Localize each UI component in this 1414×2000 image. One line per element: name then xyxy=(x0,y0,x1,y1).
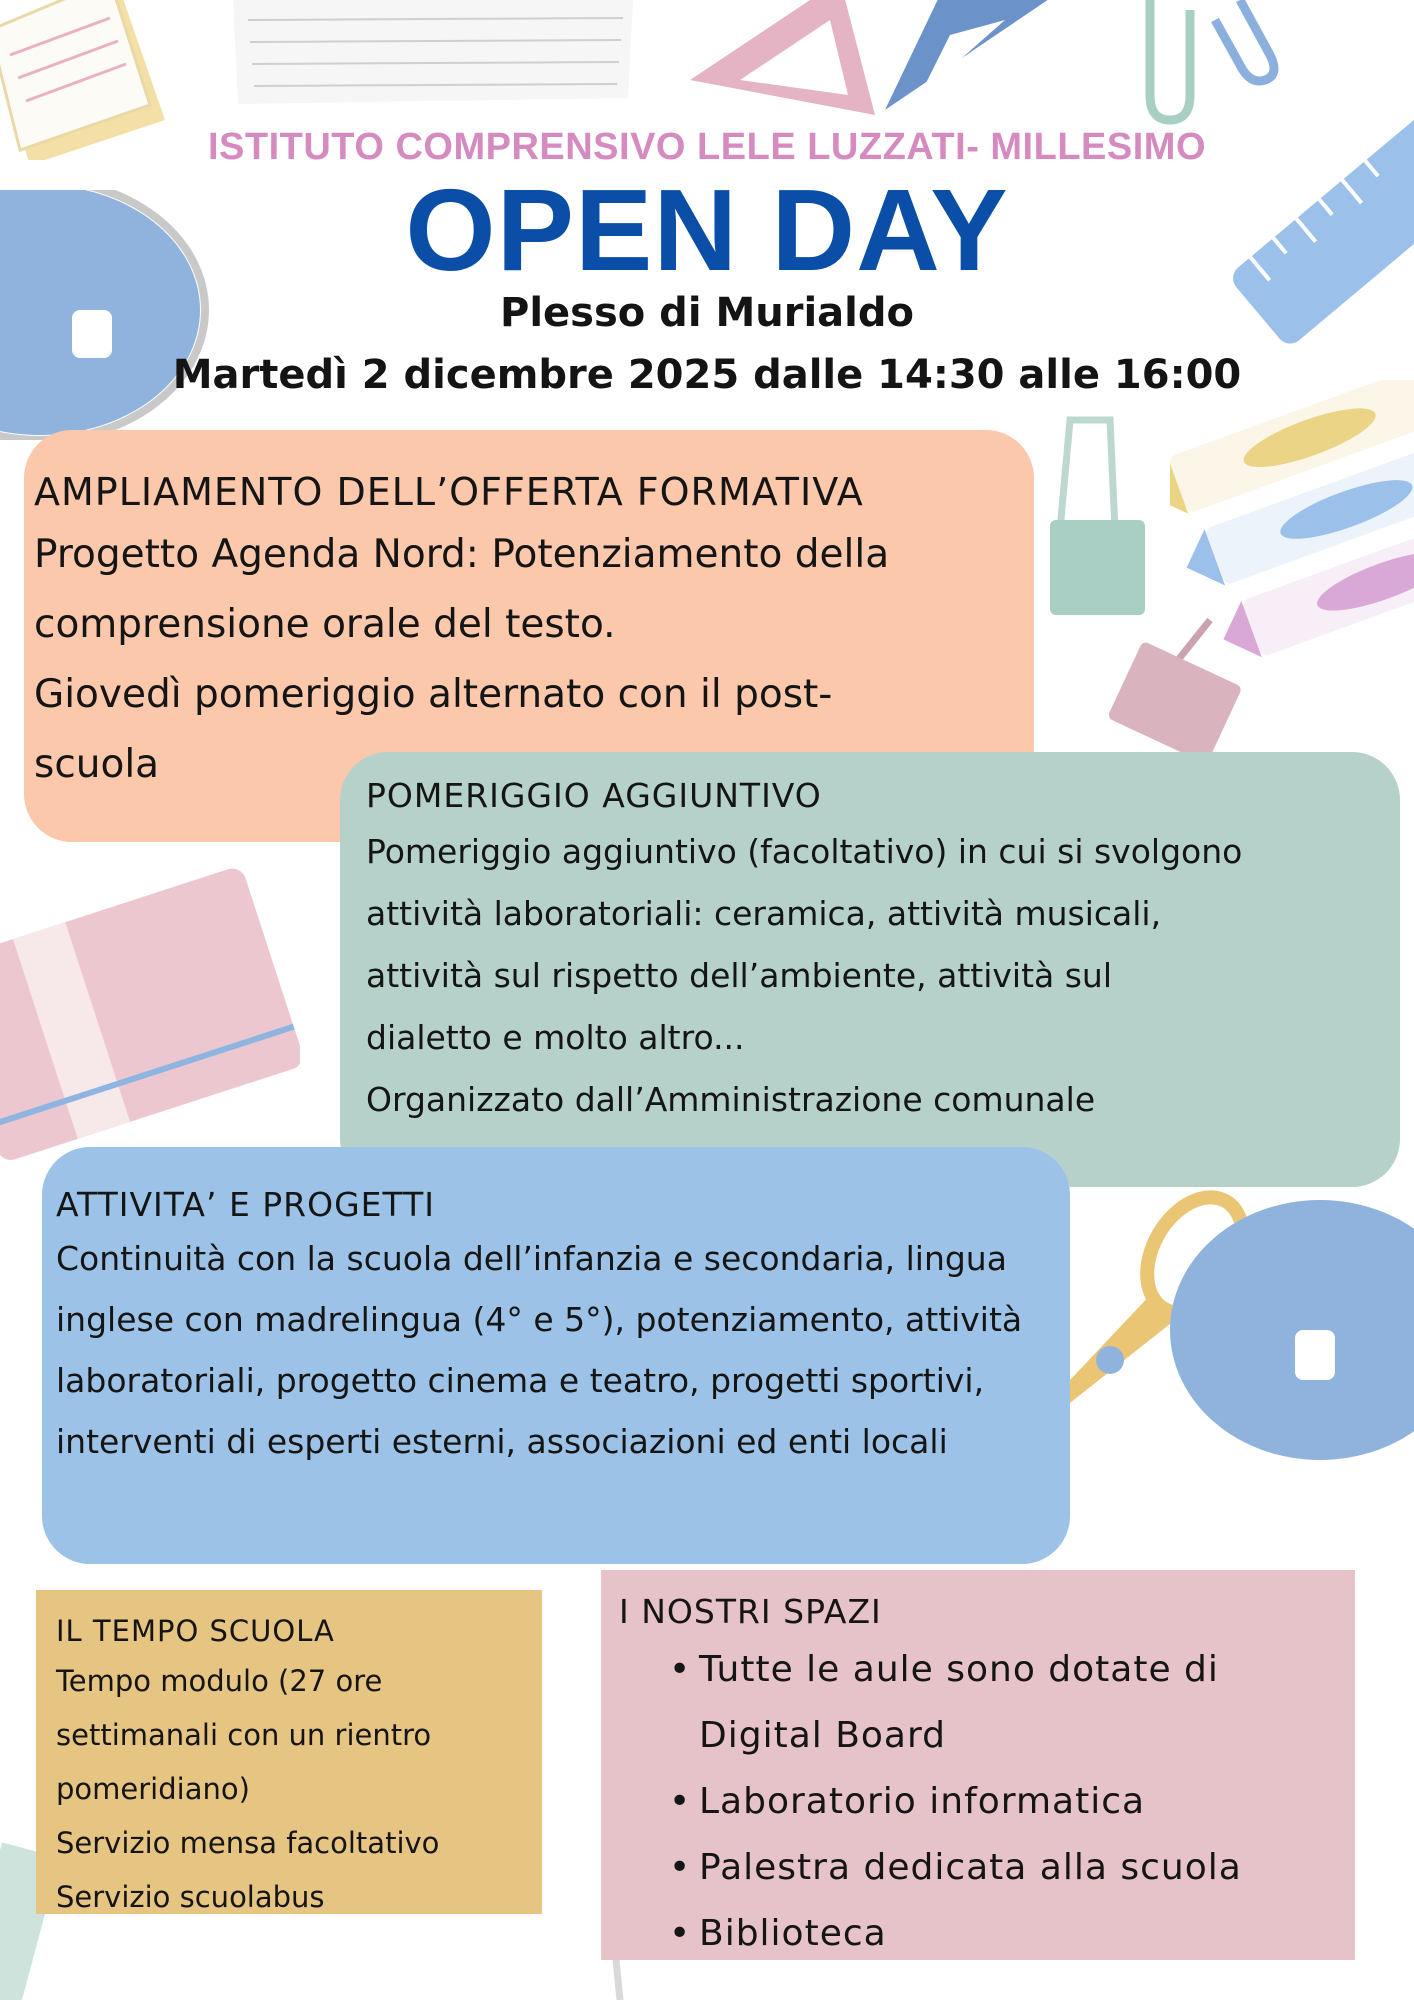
spazi-title: I NOSTRI SPAZI xyxy=(619,1592,882,1631)
event-date: Martedì 2 dicembre 2025 dalle 14:30 alle 16:00 xyxy=(172,352,1242,398)
book-decoration xyxy=(0,840,300,1170)
plesso-name: Plesso di Murialdo xyxy=(500,290,914,336)
pomeriggio-line: attività laboratoriali: ceramica, attività musicali, xyxy=(366,894,1162,933)
spazi-item: • Biblioteca xyxy=(619,1901,1335,1967)
tempo-scuola-line: Tempo modulo (27 ore xyxy=(56,1664,383,1698)
ampliamento-line: scuola xyxy=(34,742,160,787)
tempo-scuola-line: Servizio mensa facoltativo xyxy=(56,1826,440,1860)
attivita-title: ATTIVITA’ E PROGETTI xyxy=(56,1185,435,1224)
attivita-card xyxy=(42,1147,1070,1564)
ampliamento-title: AMPLIAMENTO DELL’OFFERTA FORMATIVA xyxy=(34,470,864,514)
ampliamento-line: comprensione orale del testo. xyxy=(34,602,616,647)
tempo-scuola-line: Servizio scuolabus xyxy=(56,1880,325,1914)
clip-pink-decoration xyxy=(1100,610,1250,760)
set-square-blue-decoration xyxy=(880,0,1060,112)
tempo-scuola-text xyxy=(56,1654,532,1924)
pencil-case-right-decoration xyxy=(1150,1180,1414,1480)
page-title: OPEN DAY xyxy=(405,165,1009,295)
pomeriggio-line: attività sul rispetto dell’ambiente, attività sul xyxy=(366,956,1113,995)
pomeriggio-line: Pomeriggio aggiuntivo (facoltativo) in cui si svolgono xyxy=(366,832,1243,871)
set-square-pink-decoration xyxy=(690,0,880,118)
spazi-item: • Palestra dedicata alla scuola xyxy=(619,1835,1335,1901)
tempo-scuola-title: IL TEMPO SCUOLA xyxy=(56,1614,335,1648)
tempo-scuola-card xyxy=(36,1590,542,1914)
paper-sheet-decoration xyxy=(228,0,638,105)
binder-clip-decoration xyxy=(1030,410,1150,630)
attivita-text: Continuità con la scuola dell’infanzia e secondaria, lingua inglese con madrelingua (4° e 5°), potenziamento, attività laboratoriali, progetto cinema e teatro, progetti sportivi, interventi di esperti esterni, associazioni ed enti locali xyxy=(56,1239,1023,1461)
pomeriggio-text xyxy=(366,821,1378,1131)
school-name: ISTITUTO COMPRENSIVO LELE LUZZATI- MILLESIMO xyxy=(207,126,1206,168)
ampliamento-line: Progetto Agenda Nord: Potenziamento della xyxy=(34,532,890,577)
ampliamento-line: Giovedì pomeriggio alternato con il post- xyxy=(34,672,833,717)
spazi-list xyxy=(619,1637,1335,1967)
pomeriggio-line: Organizzato dall’Amministrazione comunale xyxy=(366,1080,1096,1119)
spazi-item: • Tutte le aule sono dotate di Digital Board xyxy=(619,1637,1335,1769)
pomeriggio-line: dialetto e molto altro... xyxy=(366,1018,745,1057)
spazi-card xyxy=(601,1570,1355,1960)
pomeriggio-title: POMERIGGIO AGGIUNTIVO xyxy=(366,776,822,815)
tempo-scuola-line: pomeridiano) xyxy=(56,1772,250,1806)
pomeriggio-card xyxy=(340,752,1400,1187)
spazi-item: • Laboratorio informatica xyxy=(619,1769,1335,1835)
tempo-scuola-line: settimanali con un rientro xyxy=(56,1718,432,1752)
